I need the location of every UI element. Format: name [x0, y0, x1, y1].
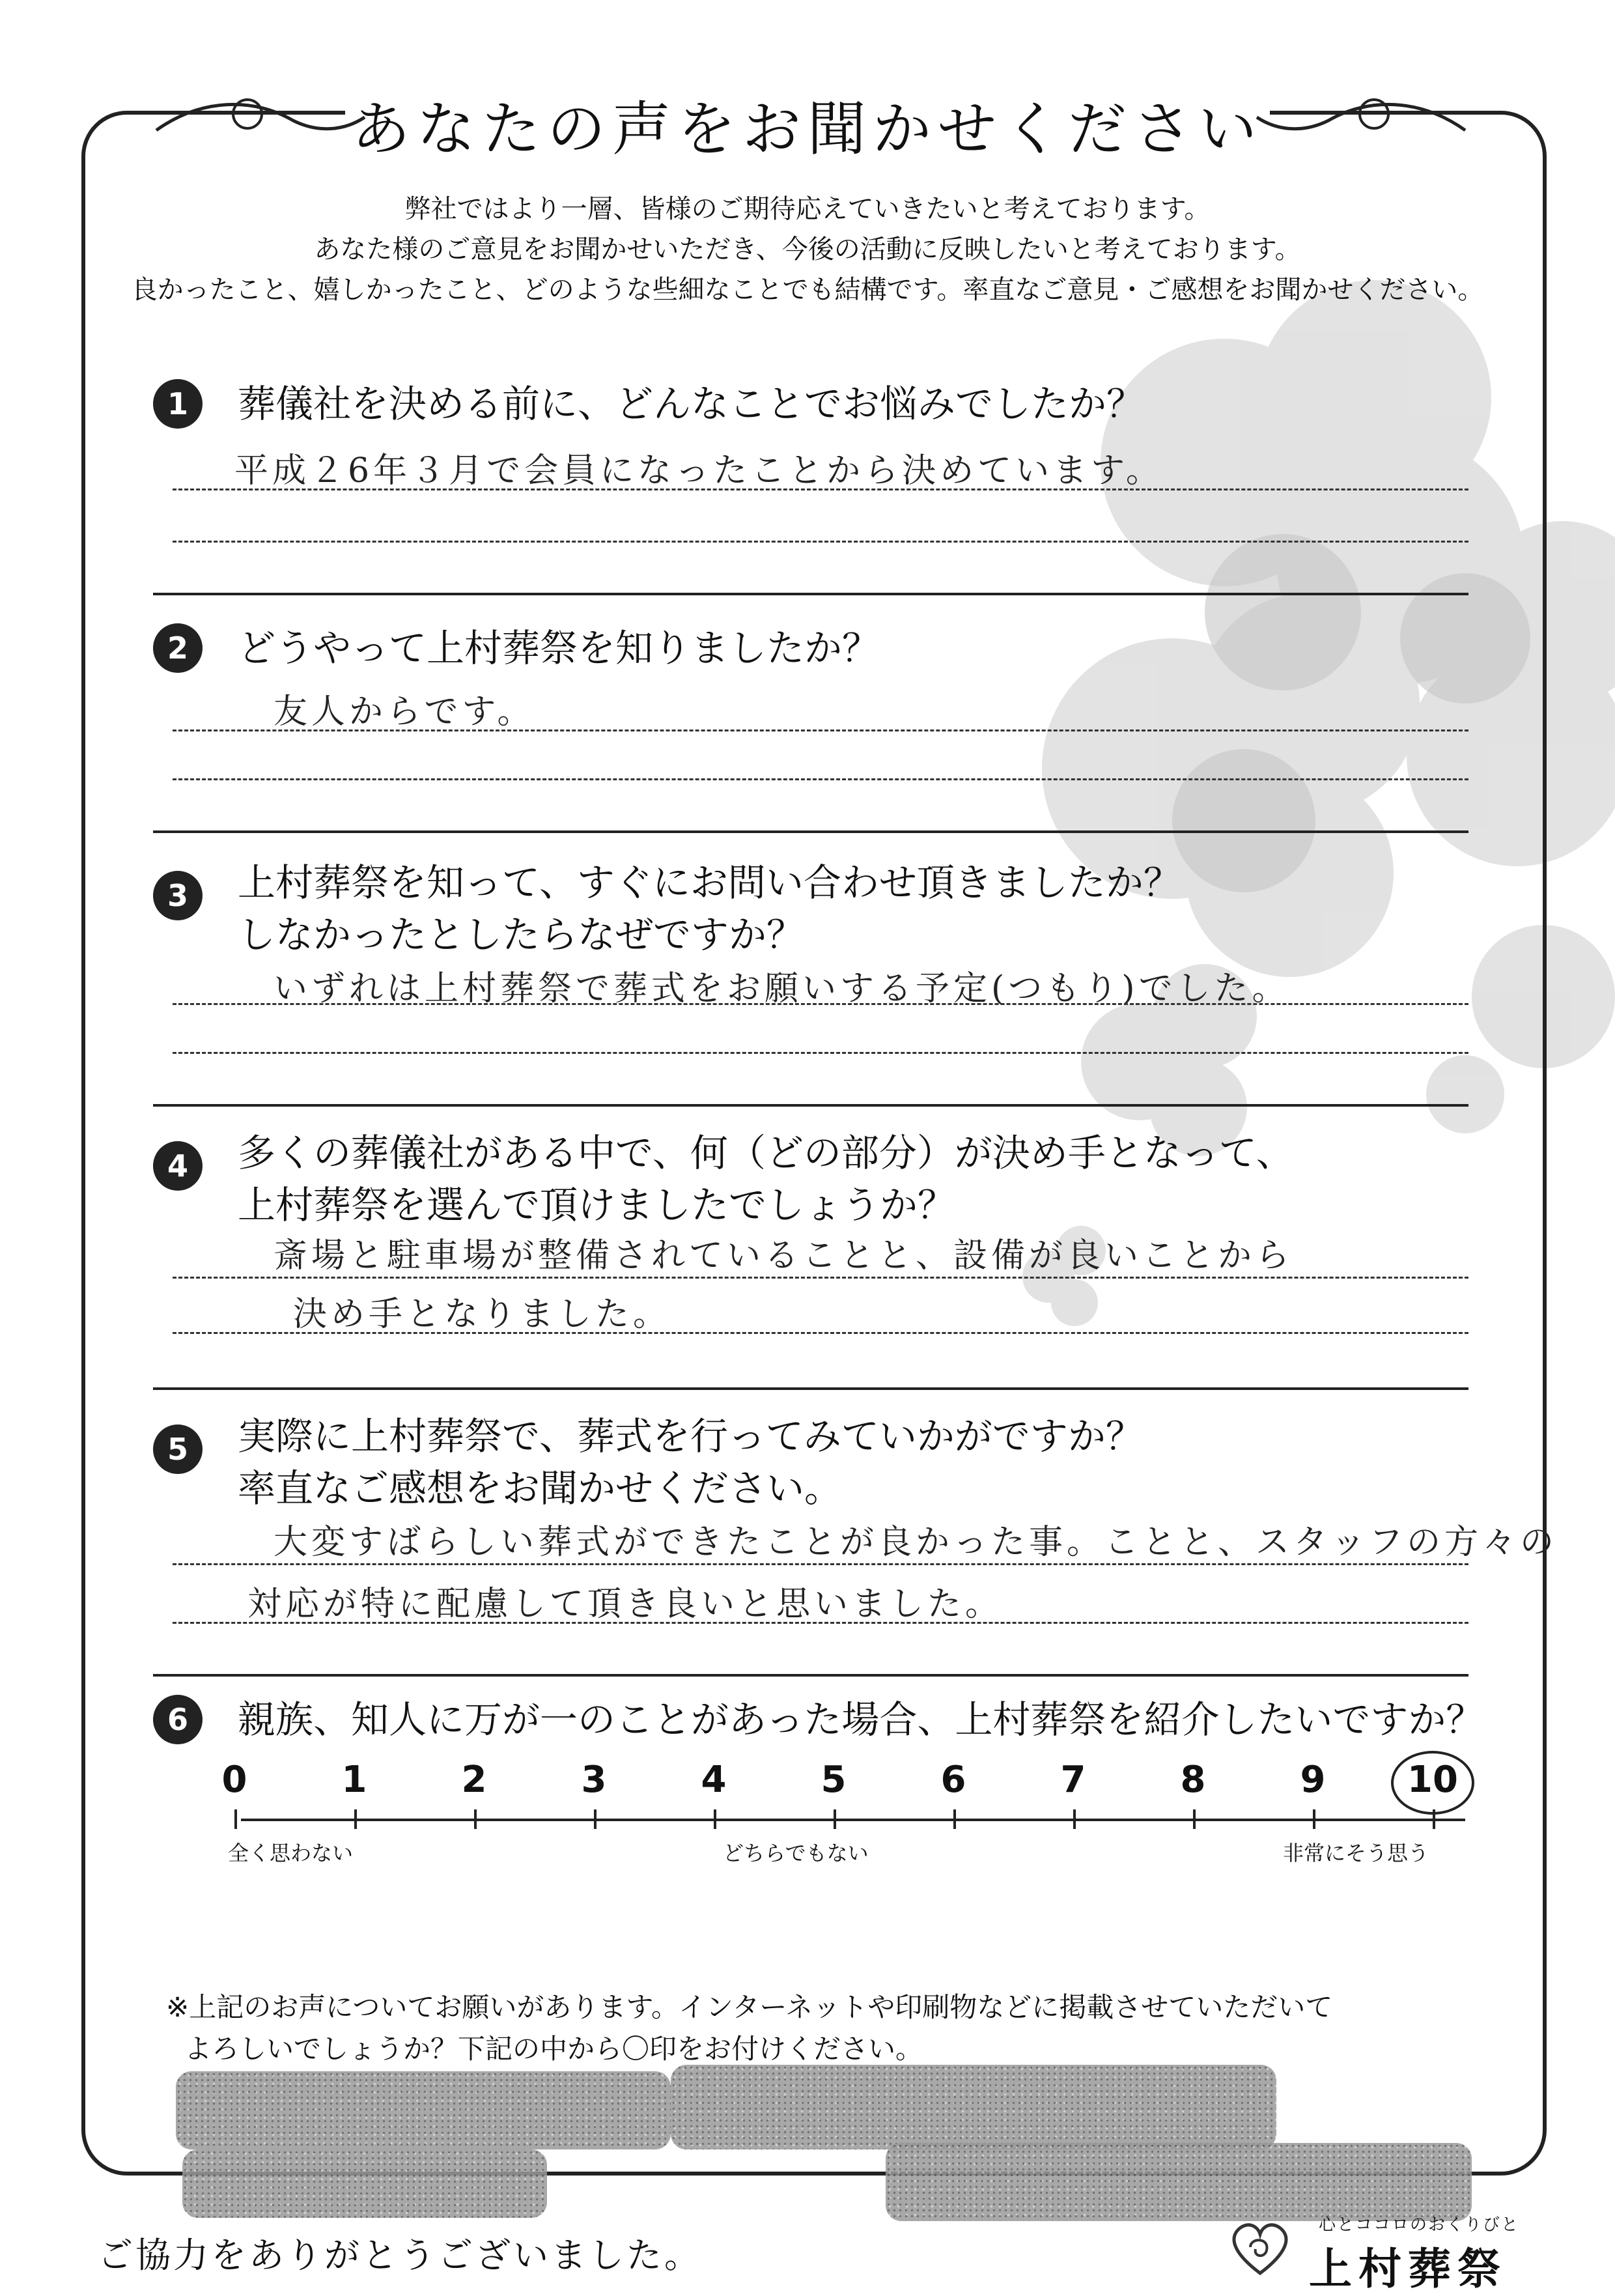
answer-line [173, 1277, 1468, 1279]
notice-line: ※上記のお声についてお願いがあります。インターネットや印刷物などに掲載させていただいて [166, 1991, 1333, 2023]
scale-tick [474, 1809, 477, 1829]
answer-1[interactable]: 平成２6年３月で会員になったことから決めています。 [234, 451, 1164, 490]
scale-tick [1313, 1809, 1315, 1829]
answer-3[interactable]: いずれは上村葬祭で葬式をお願いする予定(つもり)でした。 [274, 969, 1290, 1008]
scale-tick [953, 1809, 956, 1829]
answer-line [173, 1563, 1468, 1565]
question-text: 上村葬祭を知って、すぐにお問い合わせ頂きましたか？ しなかったとしたらなぜですか？ [238, 860, 1181, 957]
redacted-area [671, 2065, 1276, 2149]
section-divider [153, 1387, 1468, 1390]
answer-5-line-1[interactable]: 大変すばらしい葬式ができたことが良かった事。ことと、スタッフの方々の [274, 1523, 1558, 1562]
scale-tick-label[interactable]: 6 [940, 1759, 966, 1801]
answer-line [173, 1003, 1468, 1005]
page-title: あなたの声をお聞かせください [352, 95, 1263, 163]
heart-logo-icon [1224, 2211, 1296, 2283]
question-number: 6 [153, 1695, 203, 1744]
scale-tick-label[interactable]: 5 [821, 1759, 847, 1801]
scale-tick-label[interactable]: 3 [581, 1759, 607, 1801]
intro-line: あなた様のご意見をお聞かせいただき、今後の活動に反映したいと考えております。 [314, 234, 1301, 264]
answer-line [173, 1622, 1468, 1624]
scale-tick-label[interactable]: 0 [221, 1759, 247, 1801]
scale-tick-label[interactable]: 9 [1300, 1759, 1326, 1801]
section-divider [153, 830, 1468, 833]
scale-tick [1073, 1809, 1076, 1829]
logo-tagline: 心とココロのおくりびと [1319, 2215, 1520, 2235]
company-logo: 上村葬祭 [1309, 2244, 1507, 2294]
thanks-message: ご協力をありがとうございました。 [98, 2235, 702, 2276]
scale-tick [234, 1809, 237, 1829]
scale-tick-label[interactable]: 7 [1060, 1759, 1086, 1801]
intro-line: 弊社ではより一層、皆様のご期待応えていきたいと考えております。 [404, 194, 1211, 224]
question-number: 3 [153, 871, 203, 920]
question-number: 5 [153, 1424, 203, 1474]
answer-line [173, 1052, 1468, 1054]
question-text: 親族、知人に万が一のことがあった場合、上村葬祭を紹介したいですか？ [238, 1697, 1484, 1742]
intro-line: 良かったこと、嬉しかったこと、どのような些細なことでも結構です。率直なご意見・ご感想をお聞かせください。 [131, 275, 1484, 305]
section-divider [153, 1104, 1468, 1107]
question-number: 1 [153, 379, 203, 429]
section-divider [153, 1674, 1468, 1677]
question-text: どうやって上村葬祭を知りましたか？ [238, 626, 880, 670]
redacted-area [182, 2149, 547, 2218]
rating-scale [195, 1759, 1485, 1863]
scale-mid-label: どちらでもない [723, 1841, 869, 1865]
scale-tick-label[interactable]: 2 [461, 1759, 487, 1801]
question-number: 4 [153, 1141, 203, 1191]
answer-4-line-2[interactable]: 決め手となりました。 [293, 1295, 671, 1334]
answer-line [173, 541, 1468, 543]
scale-tick-label[interactable]: 8 [1180, 1759, 1206, 1801]
scale-tick [1433, 1809, 1435, 1829]
question-number: 2 [153, 623, 203, 673]
scale-tick [1193, 1809, 1196, 1829]
question-text: 葬儀社を決める前に、どんなことでお悩みでしたか？ [238, 382, 1145, 426]
scale-tick [714, 1809, 716, 1829]
scale-tick-label[interactable]: 4 [701, 1759, 727, 1801]
answer-line [173, 489, 1468, 490]
redacted-area [176, 2071, 671, 2149]
publication-notice [166, 1987, 1332, 2070]
question-text: 実際に上村葬祭で、葬式を行ってみていかがですか？ 率直なご感想をお聞かせください。 [238, 1414, 1144, 1510]
answer-line [173, 778, 1468, 780]
answer-line [173, 1332, 1468, 1334]
scale-tick [354, 1809, 357, 1829]
redacted-area [886, 2143, 1472, 2221]
left-flourish-icon [150, 91, 371, 150]
scale-low-label: 全く思わない [228, 1841, 354, 1865]
notice-line: よろしいでしょうか？下記の中から〇印をお付けください。 [184, 2033, 923, 2065]
answer-5-line-2[interactable]: 対応が特に配慮して頂き良いと思いました。 [247, 1585, 1004, 1624]
answer-2[interactable]: 友人からです。 [274, 692, 535, 731]
right-flourish-icon [1250, 91, 1472, 150]
answer-line [173, 730, 1468, 731]
scale-tick-label[interactable]: 10 [1407, 1759, 1458, 1801]
question-text: 多くの葬儀社がある中で、何（どの部分）が決め手となって、 上村葬祭を選んで頂けましたでしょうか？ [238, 1131, 1294, 1227]
scale-line [241, 1819, 1465, 1821]
intro-text [130, 189, 1485, 310]
scale-tick-label[interactable]: 1 [341, 1759, 367, 1801]
section-divider [153, 593, 1468, 595]
scale-high-label: 非常にそう思う [1283, 1841, 1429, 1865]
scale-tick [834, 1809, 836, 1829]
answer-4-line-1[interactable]: 斎場と駐車場が整備されていることと、設備が良いことから [274, 1236, 1294, 1275]
scale-tick [594, 1809, 597, 1829]
